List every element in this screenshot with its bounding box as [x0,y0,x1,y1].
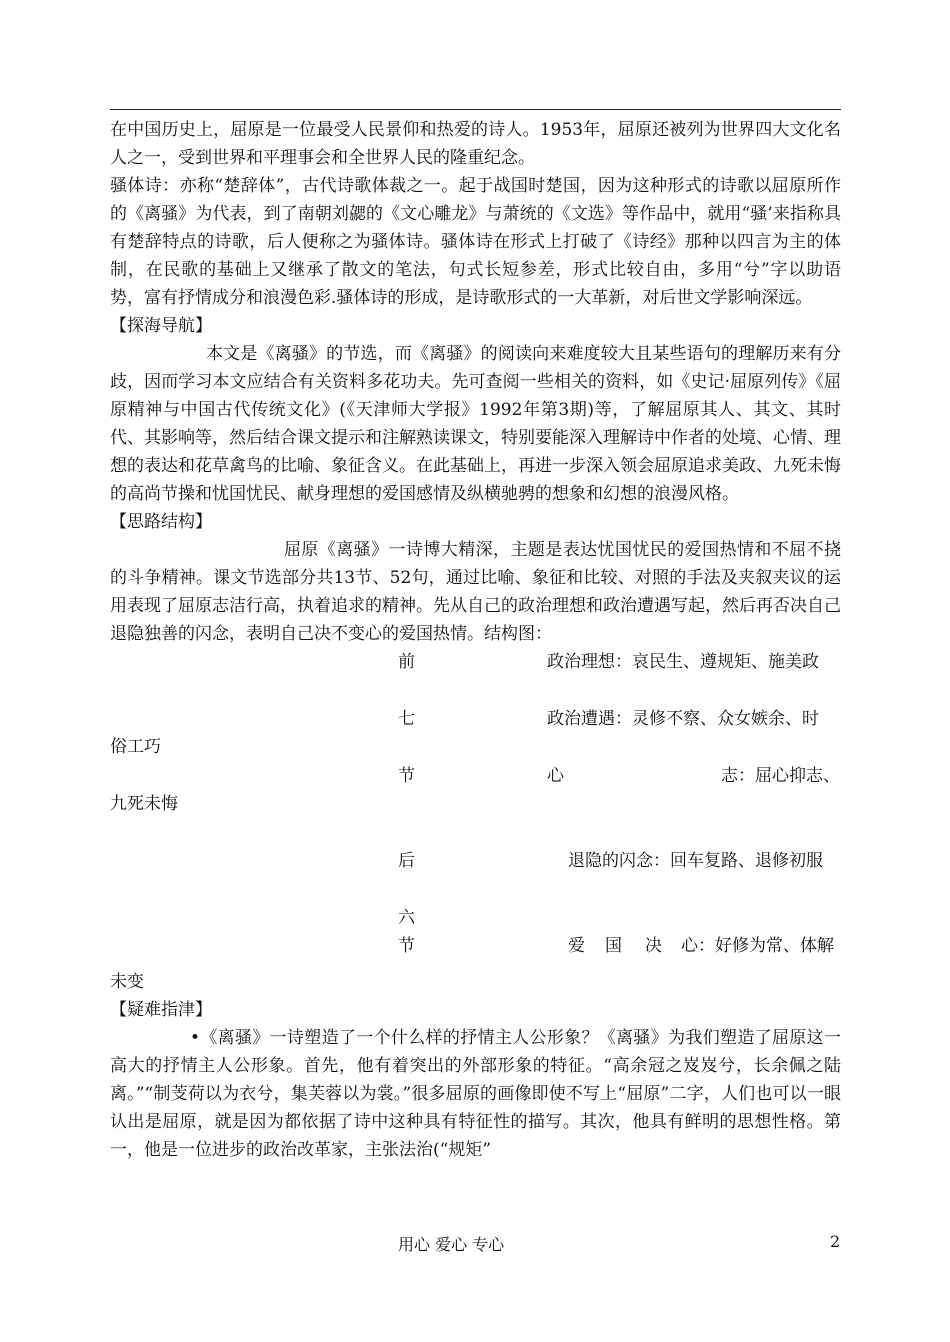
diagram-left-char: 后 [398,851,415,871]
diagram-item-encounter: 政治遭遇：灵修不察、众女嫉余、时 [547,709,819,729]
diagram-item-mind-cont: 九死未悔 [110,794,178,814]
diagram-item-resolve-char: 决 [645,936,662,956]
diagram-left-char: 节 [398,936,415,956]
sao-poetry-paragraph: 骚体诗：亦称“楚辞体”，古代诗歌体裁之一。起于战国时楚国，因为这种形式的诗歌以屈原所作的《离骚》为代表，到了南朝刘勰的《文心雕龙》与萧统的《文选》等作品中，就用“骚’来指称具有楚辞特点的诗歌，后人便称之为骚体诗。骚体诗在形式上打破了《诗经》那种以四言为主的体制，在民歌的基础上又继承了散文的笔法，句式长短参差，形式比较自由，多用“兮”字以助语势，富有抒情成分和浪漫色彩.骚体诗的形成，是诗歌形式的一大革新，对后世文学影响深远。 [110,176,841,308]
structure-paragraph: 屈原《离骚》一诗博大精深，主题是表达忧国忧民的爱国热情和不屈不挠的斗争精神。课文节选部分共13节、52句，通过比喻、象征和比较、对照的手法及夹叙夹议的运用表现了屈原志洁行高，执着追求的精神。先从自己的政治理想和政治遭遇写起，然后再否决自己退隐独善的闪念，表明自己决不变心的爱国热情。结构图： [110,540,841,644]
page-number: 2 [830,1232,841,1251]
header-rule [110,109,841,110]
document-body [110,116,841,1164]
diagram-item-encounter-cont: 俗工巧 [110,737,161,757]
diagram-item-mind-label: 心 [547,766,564,786]
diagram-item-resolve-cont: 未变 [110,972,144,992]
guide-paragraph: 本文是《离骚》的节选，而《离骚》的阅读向来难度较大且某些语句的理解历来有分歧，因而学习本文应结合有关资料多花功夫。先可查阅一些相关的资料，如《史记·屈原列传》《屈原精神与中国古代传统文化》(《天津师大学报》1992年第3期)等，了解屈原其人、其文、其时代、其影响等，然后结合课文提示和注解熟读课文，特别要能深入理解诗中作者的处境、心情、理想的表达和花草禽鸟的比喻、象征含义。在此基础上，再进一步深入领会屈原追求美政、九死未悔的高尚节操和忧国忧民、献身理想的爱国感情及纵横驰骋的想象和幻想的浪漫风格。 [110,344,841,504]
diagram-left-char: 六 [398,908,415,928]
diagram-item-mind: 志：屈心抑志、 [721,766,840,786]
section-heading-guide: 【探海导航】 [110,316,212,336]
diagram-left-char: 前 [398,652,415,672]
diagram-item-resolve: 心：好修为常、体解 [681,936,834,956]
section-heading-difficulty: 【疑难指津】 [110,1000,212,1020]
structure-diagram [110,648,841,968]
intro-paragraph: 在中国历史上，屈原是一位最受人民景仰和热爱的诗人。1953年，屈原还被列为世界四大文化名人之一，受到世界和平理事会和全世界人民的隆重纪念。 [110,120,841,168]
diagram-left-char: 节 [398,766,415,786]
footer-motto: 用心 爱心 专心 [398,1235,505,1254]
diagram-item-resolve-char: 国 [605,936,622,956]
difficulty-paragraph: •《离骚》一诗塑造了一个什么样的抒情主人公形象？《离骚》为我们塑造了屈原这一高大的抒情主人公形象。首先，他有着突出的外部形象的特征。“高余冠之岌岌兮，长余佩之陆离。”“制芰荷以为衣兮，集芙蓉以为裳。”很多屈原的画像即使不写上“屈原”二字，人们也可以一眼认出是屈原，就是因为都依据了诗中这种具有特征性的描写。其次，他具有鲜明的思想性格。第一，他是一位进步的政治改革家，主张法治(“规矩” [110,1028,841,1160]
diagram-left-char: 七 [398,709,415,729]
section-heading-structure: 【思路结构】 [110,512,212,532]
diagram-item-resolve-char: 爱 [568,936,585,956]
diagram-item-ideal: 政治理想：哀民生、遵规矩、施美政 [547,652,819,672]
diagram-item-retreat: 退隐的闪念：回车复路、退修初服 [568,851,823,871]
